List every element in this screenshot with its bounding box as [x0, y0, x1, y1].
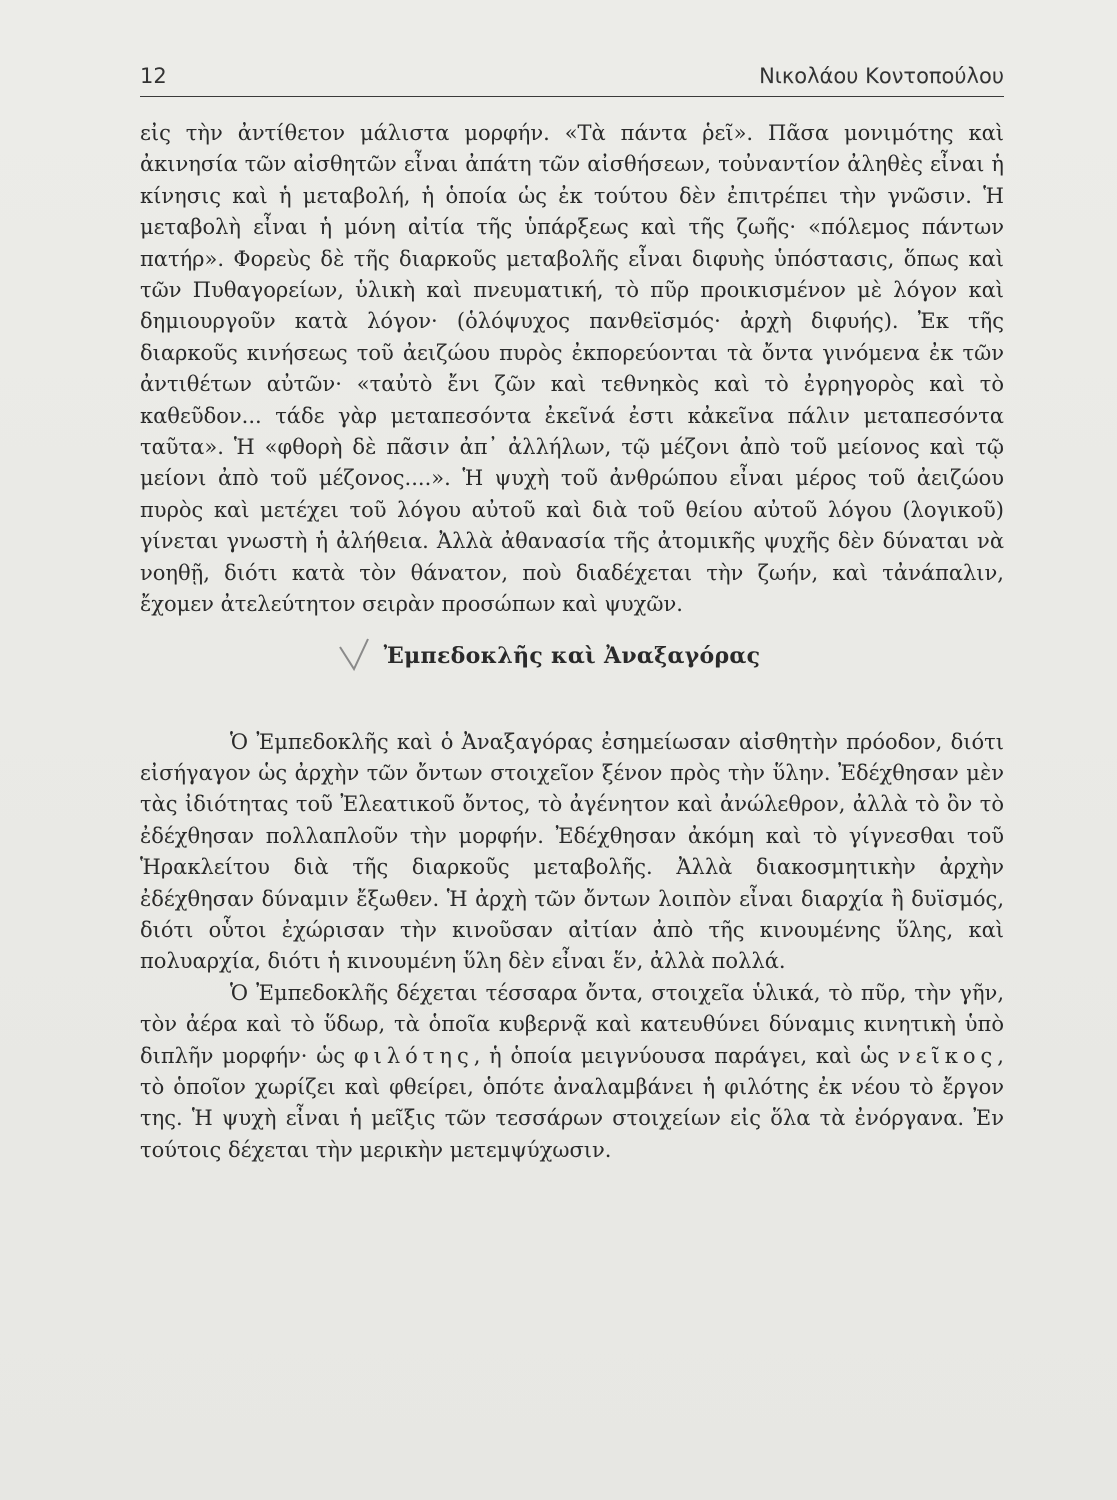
page-header	[140, 64, 1004, 97]
paragraph-empedocles-part-2: , ἡ ὁποία μειγνύουσα παράγει, καὶ ὡς	[473, 1043, 890, 1068]
paragraph-empedocles-part-3: , τὸ ὁποῖον χωρίζει καὶ φθείρει, ὁπότε ἀναλαμβάνει ἡ φιλότης ἐκ νέου τὸ ἔργον της. Ἡ ψυχὴ εἶναι ἡ μεῖξις τῶν τεσσάρων στοιχείων εἰς ὅλα τὰ ἐνόργανα. Ἐν τούτοις δέχεται τὴν μερικὴν μετεμψύχωσιν.	[140, 1043, 1004, 1162]
running-head: Νικολάου Κοντοπούλου	[759, 64, 1004, 88]
section-heading-row	[140, 641, 1004, 727]
paragraph-empedocles-part-1: Ὁ Ἐμπεδοκλῆς δέχεται τέσσαρα ὄντα, στοιχεῖα ὑλικά, τὸ πῦρ, τὴν γῆν, τὸν ἀέρα καὶ τὸ ὕδωρ, τὰ ὁποῖα κυβερνᾷ καὶ κατευθύνει δύναμις κινητικὴ ὑπὸ διπλῆν μορφήν· ὡς	[140, 980, 1004, 1068]
section-heading: Ἐμπεδοκλῆς καὶ Ἀναξαγόρας	[383, 642, 761, 669]
paragraph-heraclitus: εἰς τὴν ἀντίθετον μάλιστα μορφήν. «Τὰ πάντα ῥεῖ». Πᾶσα μονιμότης καὶ ἀκινησία τῶν αἰσθητῶν εἶναι ἀπάτη τῶν αἰσθήσεων, τοὐναντίον ἀληθὲς εἶναι ἡ κίνησις καὶ ἡ μεταβολή, ἡ ὁποία ὡς ἐκ τούτου δὲν ἐπιτρέπει τὴν γνῶσιν. Ἡ μεταβολὴ εἶναι ἡ μόνη αἰτία τῆς ὑπάρξεως καὶ τῆς ζωῆς· «πόλεμος πάντων πατήρ». Φορεὺς δὲ τῆς διαρκοῦς μεταβολῆς εἶναι διφυὴς ὑπόστασις, ὅπως καὶ τῶν Πυθαγορείων, ὑλικὴ καὶ πνευματική, τὸ πῦρ προικισμένον μὲ λόγον καὶ δημιουργοῦν κατὰ λόγον· (ὁλόψυχος πανθεϊσμός· ἀρχὴ διφυής). Ἐκ τῆς διαρκοῦς κινήσεως τοῦ ἀειζώου πυρὸς ἐκπορεύονται τὰ ὄντα γινόμενα ἐκ τῶν ἀντιθέτων αὐτῶν· «ταὐτὸ ἔνι ζῶν καὶ τεθνηκὸς καὶ τὸ ἐγρηγορὸς καὶ τὸ καθεῦδον... τάδε γὰρ μεταπεσόντα ἐκεῖνά ἐστι κἀκεῖνα πάλιν μεταπεσόντα ταῦτα». Ἡ «φθορὴ δὲ πᾶσιν ἀπ᾽ ἀλλήλων, τῷ μέζονι ἀπὸ τοῦ μείονος καὶ τῷ μείονι ἀπὸ τοῦ μέζονος....». Ἡ ψυχὴ τοῦ ἀνθρώπου εἶναι μέρος τοῦ ἀειζώου πυρὸς καὶ μετέχει τοῦ λόγου αὐτοῦ καὶ διὰ τοῦ θείου αὐτοῦ λόγου (λογικοῦ) γίνεται γνωστὴ ἡ ἀλήθεια. Ἀλλὰ ἀθανασία τῆς ἀτομικῆς ψυχῆς δὲν δύναται νὰ νοηθῇ, διότι κατὰ τὸν θάνατον, ποὺ διαδέχεται τὴν ζωήν, καὶ τἀνάπαλιν, ἔχομεν ἀτελεύτητον σειρὰν προσώπων καὶ ψυχῶν.	[140, 121, 1004, 617]
paragraph-empedocles	[140, 978, 1004, 1166]
page-number: 12	[140, 64, 167, 88]
spaced-term-neikos: νεῖκος	[897, 1043, 998, 1068]
paragraph-empedocles-anaxagoras: Ὁ Ἐμπεδοκλῆς καὶ ὁ Ἀναξαγόρας ἐσημείωσαν αἰσθητὴν πρόοδον, διότι εἰσήγαγον ὡς ἀρχὴν τῶν ὄντων στοιχεῖον ξένον πρὸς τὴν ὕλην. Ἐδέχθησαν μὲν τὰς ἰδιότητας τοῦ Ἐλεατικοῦ ὄντος, τὸ ἀγένητον καὶ ἀνώλεθρον, ἀλλὰ τὸ ὂν τὸ ἐδέχθησαν πολλαπλοῦν τὴν μορφήν. Ἐδέχθησαν ἀκόμη καὶ τὸ γίγνεσθαι τοῦ Ἡρακλείτου διὰ τῆς διαρκοῦς μεταβολῆς. Ἀλλὰ διακοσμητικὴν ἀρχὴν ἐδέχθησαν δύναμιν ἔξωθεν. Ἡ ἀρχὴ τῶν ὄντων λοιπὸν εἶναι διαρχία ἢ δυϊσμός, διότι οὗτοι ἐχώρισαν τὴν κινοῦσαν αἰτίαν ἀπὸ τῆς κινουμένης ὕλης, καὶ πολυαρχία, διότι ἡ κινουμένη ὕλη δὲν εἶναι ἕν, ἀλλὰ πολλά.	[140, 729, 1004, 974]
body-text	[140, 118, 1004, 1166]
spaced-term-philotes: φιλότης	[353, 1043, 474, 1068]
